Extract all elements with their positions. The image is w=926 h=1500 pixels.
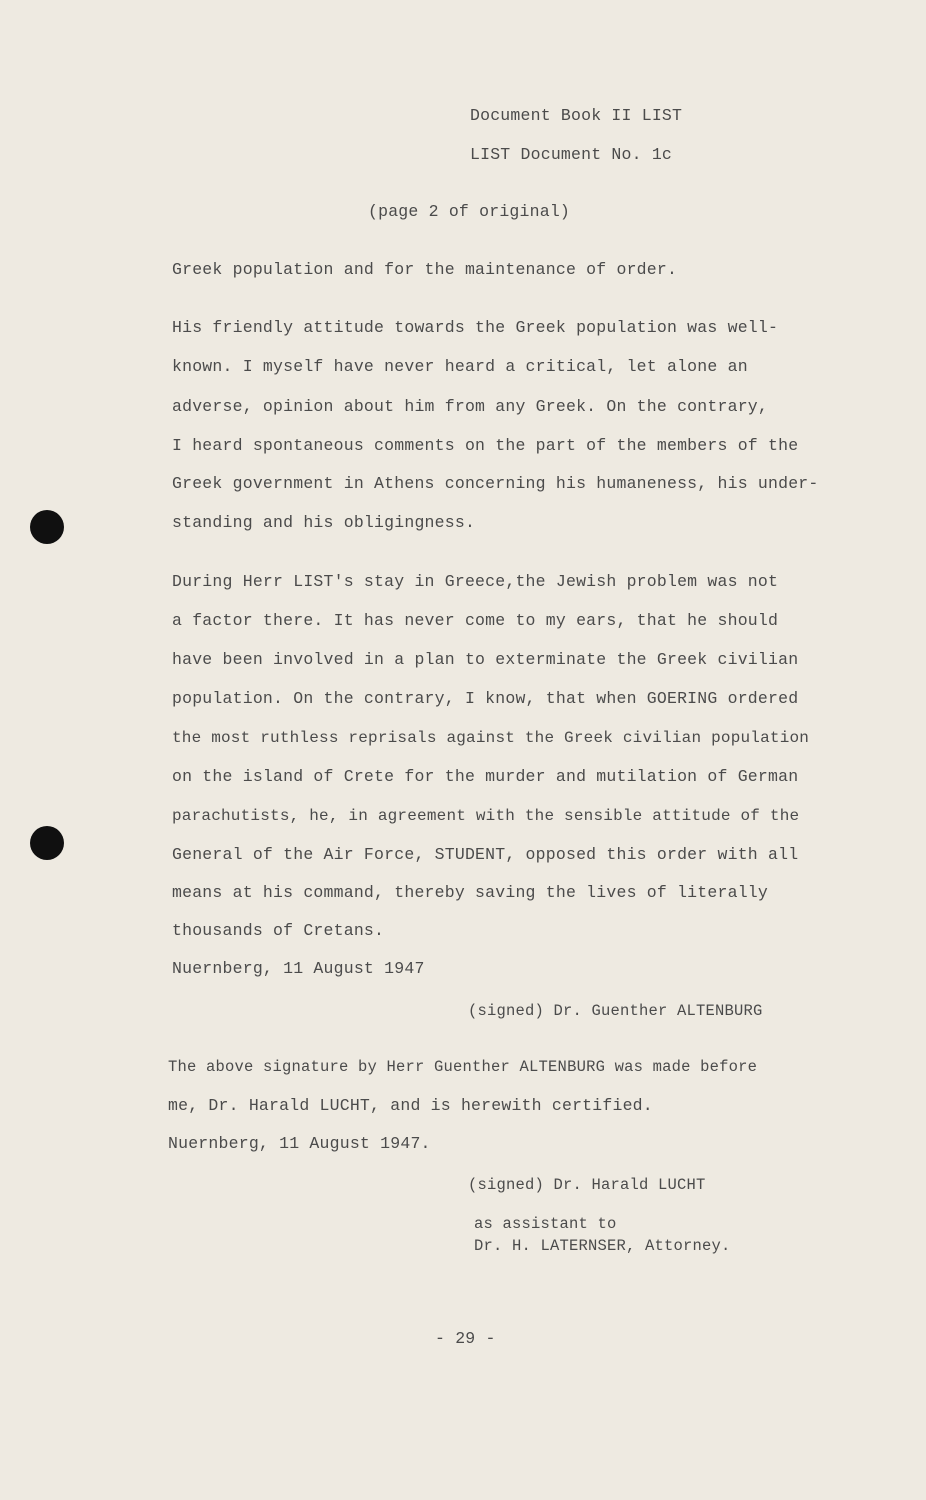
- paragraph-3-line: on the island of Crete for the murder and mutilation of German: [172, 767, 799, 786]
- paragraph-3-line: parachutists, he, in agreement with the sensible attitude of the: [172, 807, 800, 825]
- punch-hole-top: [30, 510, 64, 544]
- paragraph-3-line: population. On the contrary, I know, that when GOERING ordered: [172, 689, 799, 708]
- certification-line: Nuernberg, 11 August 1947.: [168, 1134, 431, 1153]
- assistant-line-2: Dr. H. LATERNSER, Attorney.: [474, 1237, 731, 1255]
- certification-line: me, Dr. Harald LUCHT, and is herewith certified.: [168, 1096, 653, 1115]
- paragraph-2-line: Greek government in Athens concerning his humaneness, his under-: [172, 474, 819, 493]
- paragraph-2-line: I heard spontaneous comments on the part of the members of the: [172, 436, 799, 455]
- paragraph-2-line: standing and his obligingness.: [172, 513, 476, 532]
- paragraph-2-line: His friendly attitude towards the Greek population was well-: [172, 318, 779, 337]
- punch-hole-bottom: [30, 826, 64, 860]
- paragraph-3-line: a factor there. It has never come to my ears, that he should: [172, 611, 779, 630]
- paragraph-3-line: During Herr LIST's stay in Greece,the Jewish problem was not: [172, 572, 779, 591]
- page-number: - 29 -: [435, 1329, 496, 1348]
- page-note: (page 2 of original): [368, 202, 571, 221]
- paragraph-3-line: thousands of Cretans.: [172, 921, 385, 940]
- paragraph-3-line: General of the Air Force, STUDENT, opposed this order with all: [172, 845, 799, 864]
- signature-altenburg: (signed) Dr. Guenther ALTENBURG: [468, 1002, 763, 1020]
- paragraph-2-line: known. I myself have never heard a critical, let alone an: [172, 357, 748, 376]
- header-line-2: LIST Document No. 1c: [470, 145, 673, 164]
- paragraph-3-line: the most ruthless reprisals against the Greek civilian population: [172, 729, 810, 747]
- paragraph-1: Greek population and for the maintenance of order.: [172, 260, 678, 279]
- paragraph-2-line: adverse, opinion about him from any Greek. On the contrary,: [172, 397, 768, 416]
- signature-lucht: (signed) Dr. Harald LUCHT: [468, 1176, 706, 1194]
- paragraph-3-line: have been involved in a plan to exterminate the Greek civilian: [172, 650, 799, 669]
- header-line-1: Document Book II LIST: [470, 106, 683, 125]
- assistant-line-1: as assistant to: [474, 1215, 617, 1233]
- place-date-1: Nuernberg, 11 August 1947: [172, 959, 425, 978]
- certification-line: The above signature by Herr Guenther ALTENBURG was made before: [168, 1058, 758, 1076]
- paragraph-3-line: means at his command, thereby saving the lives of literally: [172, 883, 768, 902]
